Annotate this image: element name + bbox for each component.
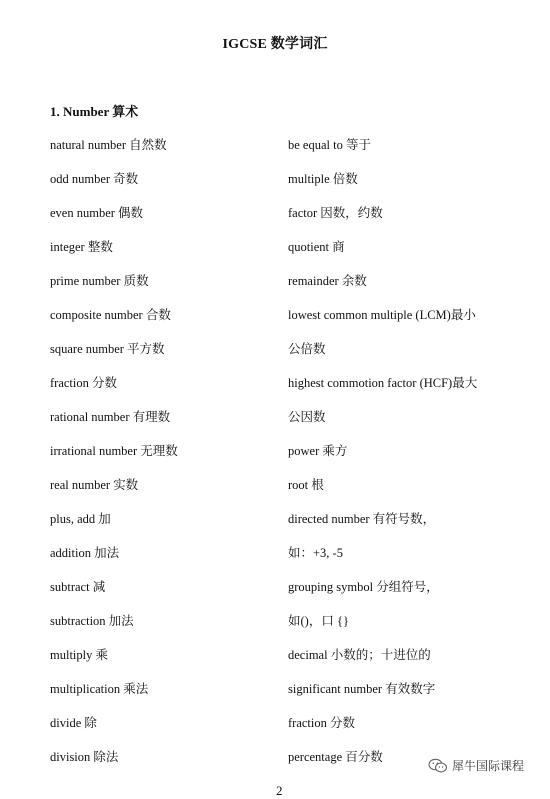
vocab-term: rational number 有理数: [50, 410, 171, 424]
vocab-term: lowest common multiple (LCM)最小: [288, 308, 476, 322]
vocab-term: multiply 乘: [50, 648, 108, 662]
vocab-term: 如()，口 {}: [288, 614, 349, 628]
vocab-term: 如：+3, -5: [288, 546, 343, 560]
vocab-term: division 除法: [50, 750, 119, 764]
vocab-term: divide 除: [50, 716, 97, 730]
vocab-term: 公倍数: [288, 342, 326, 356]
page-title: IGCSE 数学词汇: [222, 37, 328, 52]
watermark-text: 犀牛国际课程: [452, 759, 525, 773]
vocab-term: subtract 减: [50, 580, 106, 594]
vocab-term: odd number 奇数: [50, 172, 139, 186]
vocab-term: plus, add 加: [50, 512, 111, 526]
vocab-term: quotient 商: [288, 240, 345, 254]
watermark: [428, 757, 524, 774]
vocab-term: square number 平方数: [50, 342, 165, 356]
vocab-term: root 根: [288, 478, 324, 492]
vocab-term: fraction 分数: [50, 376, 117, 390]
vocab-term: composite number 合数: [50, 308, 171, 322]
right-term-column: [288, 135, 538, 781]
vocab-term: factor 因数，约数: [288, 206, 383, 220]
section-heading: 1. Number 算术: [50, 104, 139, 119]
vocab-term: significant number 有效数字: [288, 682, 436, 696]
wechat-icon: [428, 758, 448, 774]
vocab-term: percentage 百分数: [288, 750, 383, 764]
vocab-term: 公因数: [288, 410, 326, 424]
vocab-term: be equal to 等于: [288, 138, 371, 152]
vocab-term: real number 实数: [50, 478, 139, 492]
vocab-term: even number 偶数: [50, 206, 144, 220]
vocab-term: multiplication 乘法: [50, 682, 149, 696]
vocab-term: decimal 小数的；十进位的: [288, 648, 431, 662]
vocab-term: grouping symbol 分组符号，: [288, 580, 439, 594]
vocab-term: remainder 余数: [288, 274, 367, 288]
vocab-term: subtraction 加法: [50, 614, 134, 628]
vocab-term: multiple 倍数: [288, 172, 358, 186]
vocab-term: fraction 分数: [288, 716, 355, 730]
vocab-term: directed number 有符号数，: [288, 512, 436, 526]
left-term-column: [50, 135, 280, 781]
vocab-term: integer 整数: [50, 240, 113, 254]
vocab-term: power 乘方: [288, 444, 348, 458]
vocab-term: natural number 自然数: [50, 138, 167, 152]
vocab-term: highest commotion factor (HCF)最大: [288, 376, 478, 390]
vocab-term: irrational number 无理数: [50, 444, 178, 458]
page-number: 2: [276, 783, 283, 798]
vocab-term: prime number 质数: [50, 274, 149, 288]
vocab-term: addition 加法: [50, 546, 120, 560]
